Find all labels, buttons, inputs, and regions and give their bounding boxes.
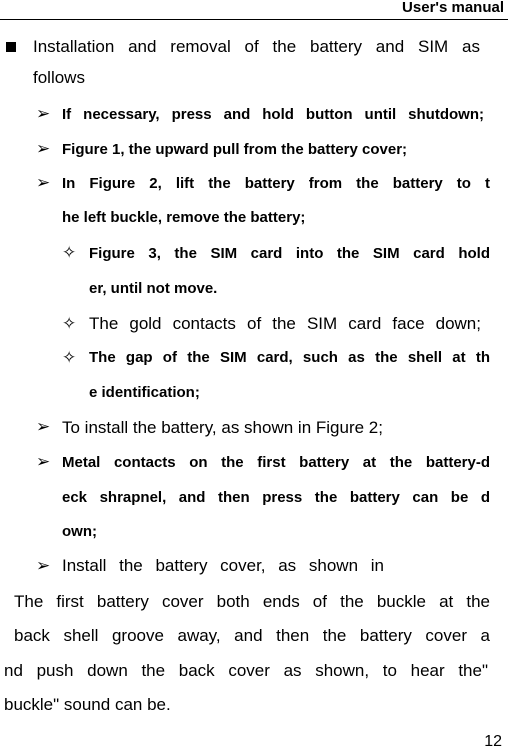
page-number: 12 bbox=[484, 733, 502, 750]
page-header bbox=[0, 0, 508, 20]
paragraph-line: back shell groove away, and then the battery cover a bbox=[14, 626, 490, 645]
step-text: eck shrapnel, and then press the battery can be d bbox=[62, 489, 490, 506]
step-text: In Figure 2, lift the battery from the battery to t bbox=[62, 175, 490, 192]
four-point-star-bullet-icon: ✧ bbox=[62, 348, 77, 367]
arrowhead-bullet-icon: ➢ bbox=[36, 139, 51, 158]
arrowhead-bullet-icon: ➢ bbox=[36, 417, 51, 436]
step-text: Figure 1, the upward pull from the battery cover; bbox=[62, 141, 408, 158]
step-text: If necessary, press and hold button until shutdown; bbox=[62, 106, 484, 123]
four-point-star-bullet-icon: ✧ bbox=[62, 243, 77, 262]
arrowhead-bullet-icon: ➢ bbox=[36, 104, 51, 123]
step-text: own; bbox=[62, 523, 97, 540]
paragraph-line: nd push down the back cover as shown, to hear the" bbox=[4, 661, 488, 680]
step-text: he left buckle, remove the battery; bbox=[62, 209, 306, 226]
step-text: Metal contacts on the first battery at the battery-d bbox=[62, 454, 490, 471]
arrowhead-bullet-icon: ➢ bbox=[36, 556, 51, 575]
four-point-star-bullet-icon: ✧ bbox=[62, 314, 77, 333]
sub-step-text: The gap of the SIM card, such as the shell at th bbox=[89, 349, 490, 366]
paragraph-line: The first battery cover both ends of the buckle at the bbox=[14, 592, 490, 611]
sub-step-text: The gold contacts of the SIM card face down; bbox=[89, 314, 481, 333]
intro-line: follows bbox=[33, 68, 85, 87]
sub-step-text: er, until not move. bbox=[89, 280, 218, 297]
sub-step-text: e identification; bbox=[89, 384, 200, 401]
arrowhead-bullet-icon: ➢ bbox=[36, 452, 51, 471]
step-text: To install the battery, as shown in Figure 2; bbox=[62, 418, 383, 437]
intro-line: Installation and removal of the battery and SIM as bbox=[33, 37, 480, 56]
arrowhead-bullet-icon: ➢ bbox=[36, 173, 51, 192]
sub-step-text: Figure 3, the SIM card into the SIM card hold bbox=[89, 245, 490, 262]
square-bullet-icon bbox=[6, 42, 16, 52]
header-title: User's manual bbox=[402, 0, 504, 16]
paragraph-line: buckle" sound can be. bbox=[4, 695, 171, 714]
step-text: Install the battery cover, as shown in bbox=[62, 556, 384, 575]
